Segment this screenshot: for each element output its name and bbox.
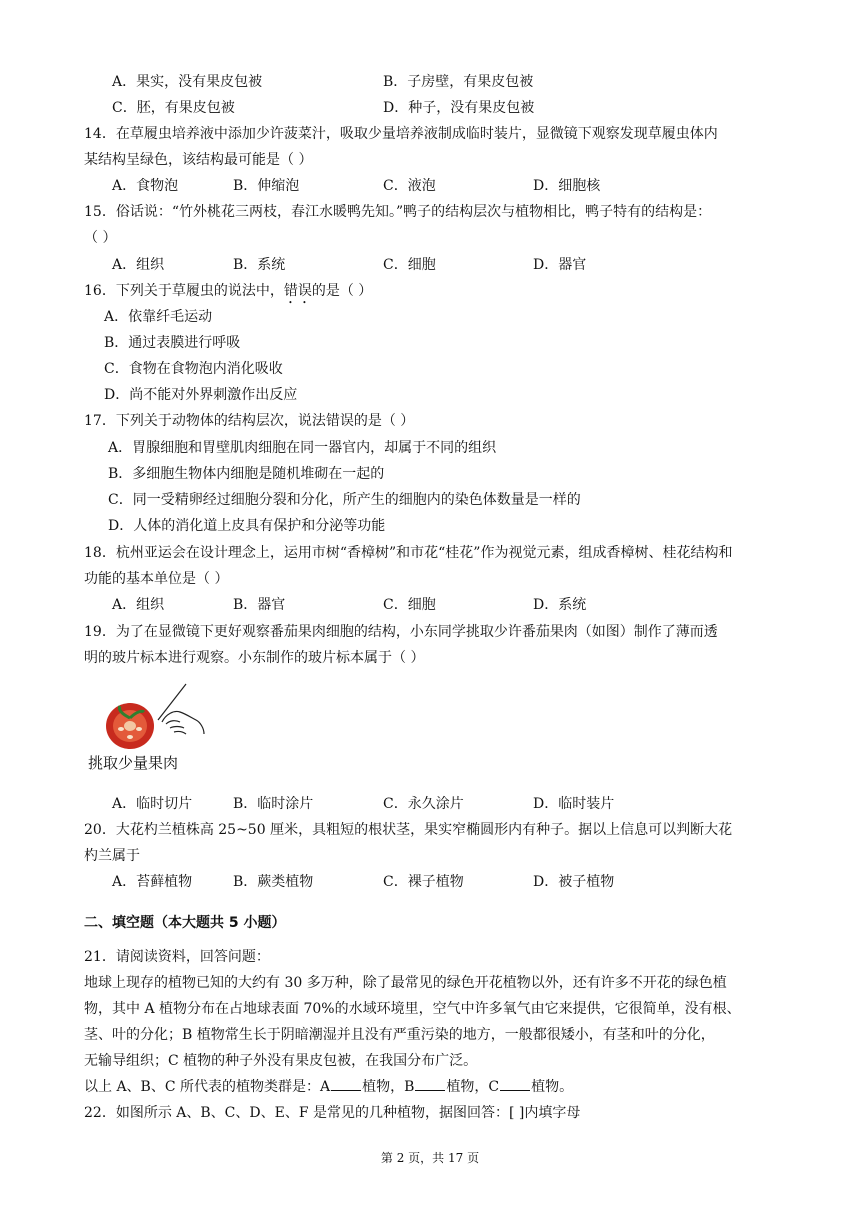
q21-passage-line1: 地球上现存的植物已知的大约有 30 多万种，除了最常见的绿色开花植物以外，还有许多不开花的绿色植 <box>84 975 727 991</box>
q21-question-part-b: 植物，B <box>362 1079 415 1095</box>
q13-option-c: C．胚，有果皮包被 <box>112 100 235 116</box>
q15-option-c: C．细胞 <box>383 257 436 273</box>
q14-option-d: D．细胞核 <box>533 178 601 194</box>
figure-caption: 挑取少量果肉 <box>88 754 179 772</box>
q14-stem-line2: 某结构呈绿色，该结构最可能是（ ） <box>84 152 313 168</box>
q13-option-b: B．子房壁，有果皮包被 <box>383 74 534 90</box>
q21-question-part-a: 以上 A、B、C 所代表的植物类群是：A <box>84 1079 331 1095</box>
q22-stem: 22．如图所示 A、B、C、D、E、F 是常见的几种植物，据图回答：[ ]内填字母 <box>84 1105 581 1121</box>
q21-question <box>84 1074 573 1100</box>
q21-question-part-c: 植物，C <box>446 1079 500 1095</box>
q20-stem-line1: 20．大花杓兰植株高 25~50 厘米，具粗短的根状茎，果实窄椭圆形内有种子。据以上信息可以判断大花 <box>84 822 733 838</box>
q17-stem: 17．下列关于动物体的结构层次，说法错误的是（ ） <box>84 413 415 429</box>
q19-option-c: C．永久涂片 <box>383 796 464 812</box>
q15-option-d: D．器官 <box>533 257 587 273</box>
q15-option-a: A．组织 <box>112 257 165 273</box>
page-footer: 第 2 页，共 17 页 <box>380 1151 480 1165</box>
q16-stem-emphasis: 错误 <box>283 283 312 299</box>
q13-option-d: D．种子，没有果皮包被 <box>383 100 535 116</box>
q19-option-d: D．临时装片 <box>533 796 615 812</box>
hand-with-needle-icon <box>158 684 204 734</box>
q16-stem <box>84 278 372 304</box>
q19-option-a: A．临时切片 <box>112 796 193 812</box>
q18-option-c: C．细胞 <box>383 597 436 613</box>
q17-option-d: D．人体的消化道上皮具有保护和分泌等功能 <box>108 518 386 534</box>
q15-stem-line2: （ ） <box>84 230 117 246</box>
q15-stem-line1: 15．俗话说：“竹外桃花三两枝，春江水暖鸭先知。”鸭子的结构层次与植物相比，鸭子特有的结构是： <box>84 204 712 220</box>
q14-option-a: A．食物泡 <box>112 178 179 194</box>
q17-option-b: B．多细胞生物体内细胞是随机堆砌在一起的 <box>108 466 385 482</box>
q16-option-b: B．通过表膜进行呼吸 <box>104 335 241 351</box>
q17-option-c: C．同一受精卵经过细胞分裂和分化，所产生的细胞内的染色体数量是一样的 <box>108 492 581 508</box>
q15-option-b: B．系统 <box>233 257 286 273</box>
q20-option-d: D．被子植物 <box>533 874 615 890</box>
blank-b-input[interactable] <box>415 1076 445 1091</box>
q14-option-b: B．伸缩泡 <box>233 178 300 194</box>
q18-option-d: D．系统 <box>533 597 587 613</box>
q16-option-d: D．尚不能对外界刺激作出反应 <box>104 387 298 403</box>
q19-stem-line2: 明的玻片标本进行观察。小东制作的玻片标本属于（ ） <box>84 650 425 666</box>
q16-option-a: A．依靠纤毛运动 <box>104 309 213 325</box>
q21-question-part-d: 植物。 <box>531 1079 574 1095</box>
q14-option-c: C．液泡 <box>383 178 436 194</box>
section-heading-fill-in: 二、填空题（本大题共 5 小题） <box>84 915 286 931</box>
q21-passage-line2: 物，其中 A 植物分布在占地球表面 70%的水域环境里，空气中许多氧气由它来提供，它很简单，没有根、 <box>84 1001 741 1017</box>
q20-option-b: B．蕨类植物 <box>233 874 314 890</box>
q19-stem-line1: 19．为了在显微镜下更好观察番茄果肉细胞的结构，小东同学挑取少许番茄果肉（如图）制作了薄而透 <box>84 624 718 640</box>
q21-passage-line4: 无输导组织；C 植物的种子外没有果皮包被，在我国分布广泛。 <box>84 1053 478 1069</box>
q16-stem-post: 的是（ ） <box>311 283 373 299</box>
q16-option-c: C．食物在食物泡内消化吸收 <box>104 361 283 377</box>
q14-stem-line1: 14．在草履虫培养液中添加少许菠菜汁，吸取少量培养液制成临时装片，显微镜下观察发现草履虫体内 <box>84 126 718 142</box>
q20-option-c: C．裸子植物 <box>383 874 464 890</box>
q19-option-b: B．临时涂片 <box>233 796 314 812</box>
q18-option-a: A．组织 <box>112 597 165 613</box>
blank-c-input[interactable] <box>500 1076 530 1091</box>
q18-stem-line1: 18．杭州亚运会在设计理念上，运用市树“香樟树”和市花“桂花”作为视觉元素，组成香樟树、桂花结构和 <box>84 545 733 561</box>
q20-stem-line2: 杓兰属于 <box>84 848 140 864</box>
q21-passage-line3: 茎、叶的分化；B 植物常生长于阴暗潮湿并且没有严重污染的地方，一般都很矮小，有茎和叶的分化， <box>84 1027 715 1043</box>
q21-stem: 21．请阅读资料，回答问题： <box>84 949 270 965</box>
q17-option-a: A．胃腺细胞和胃壁肌肉细胞在同一器官内，却属于不同的组织 <box>108 440 497 456</box>
q13-option-a: A．果实，没有果皮包被 <box>112 74 263 90</box>
q16-stem-pre: 16．下列关于草履虫的说法中， <box>84 283 284 299</box>
blank-a-input[interactable] <box>331 1076 361 1091</box>
q20-option-a: A．苔藓植物 <box>112 874 193 890</box>
tomato-figure <box>100 680 210 752</box>
q18-stem-line2: 功能的基本单位是（ ） <box>84 571 229 587</box>
tomato-icon <box>106 703 154 749</box>
q18-option-b: B．器官 <box>233 597 286 613</box>
